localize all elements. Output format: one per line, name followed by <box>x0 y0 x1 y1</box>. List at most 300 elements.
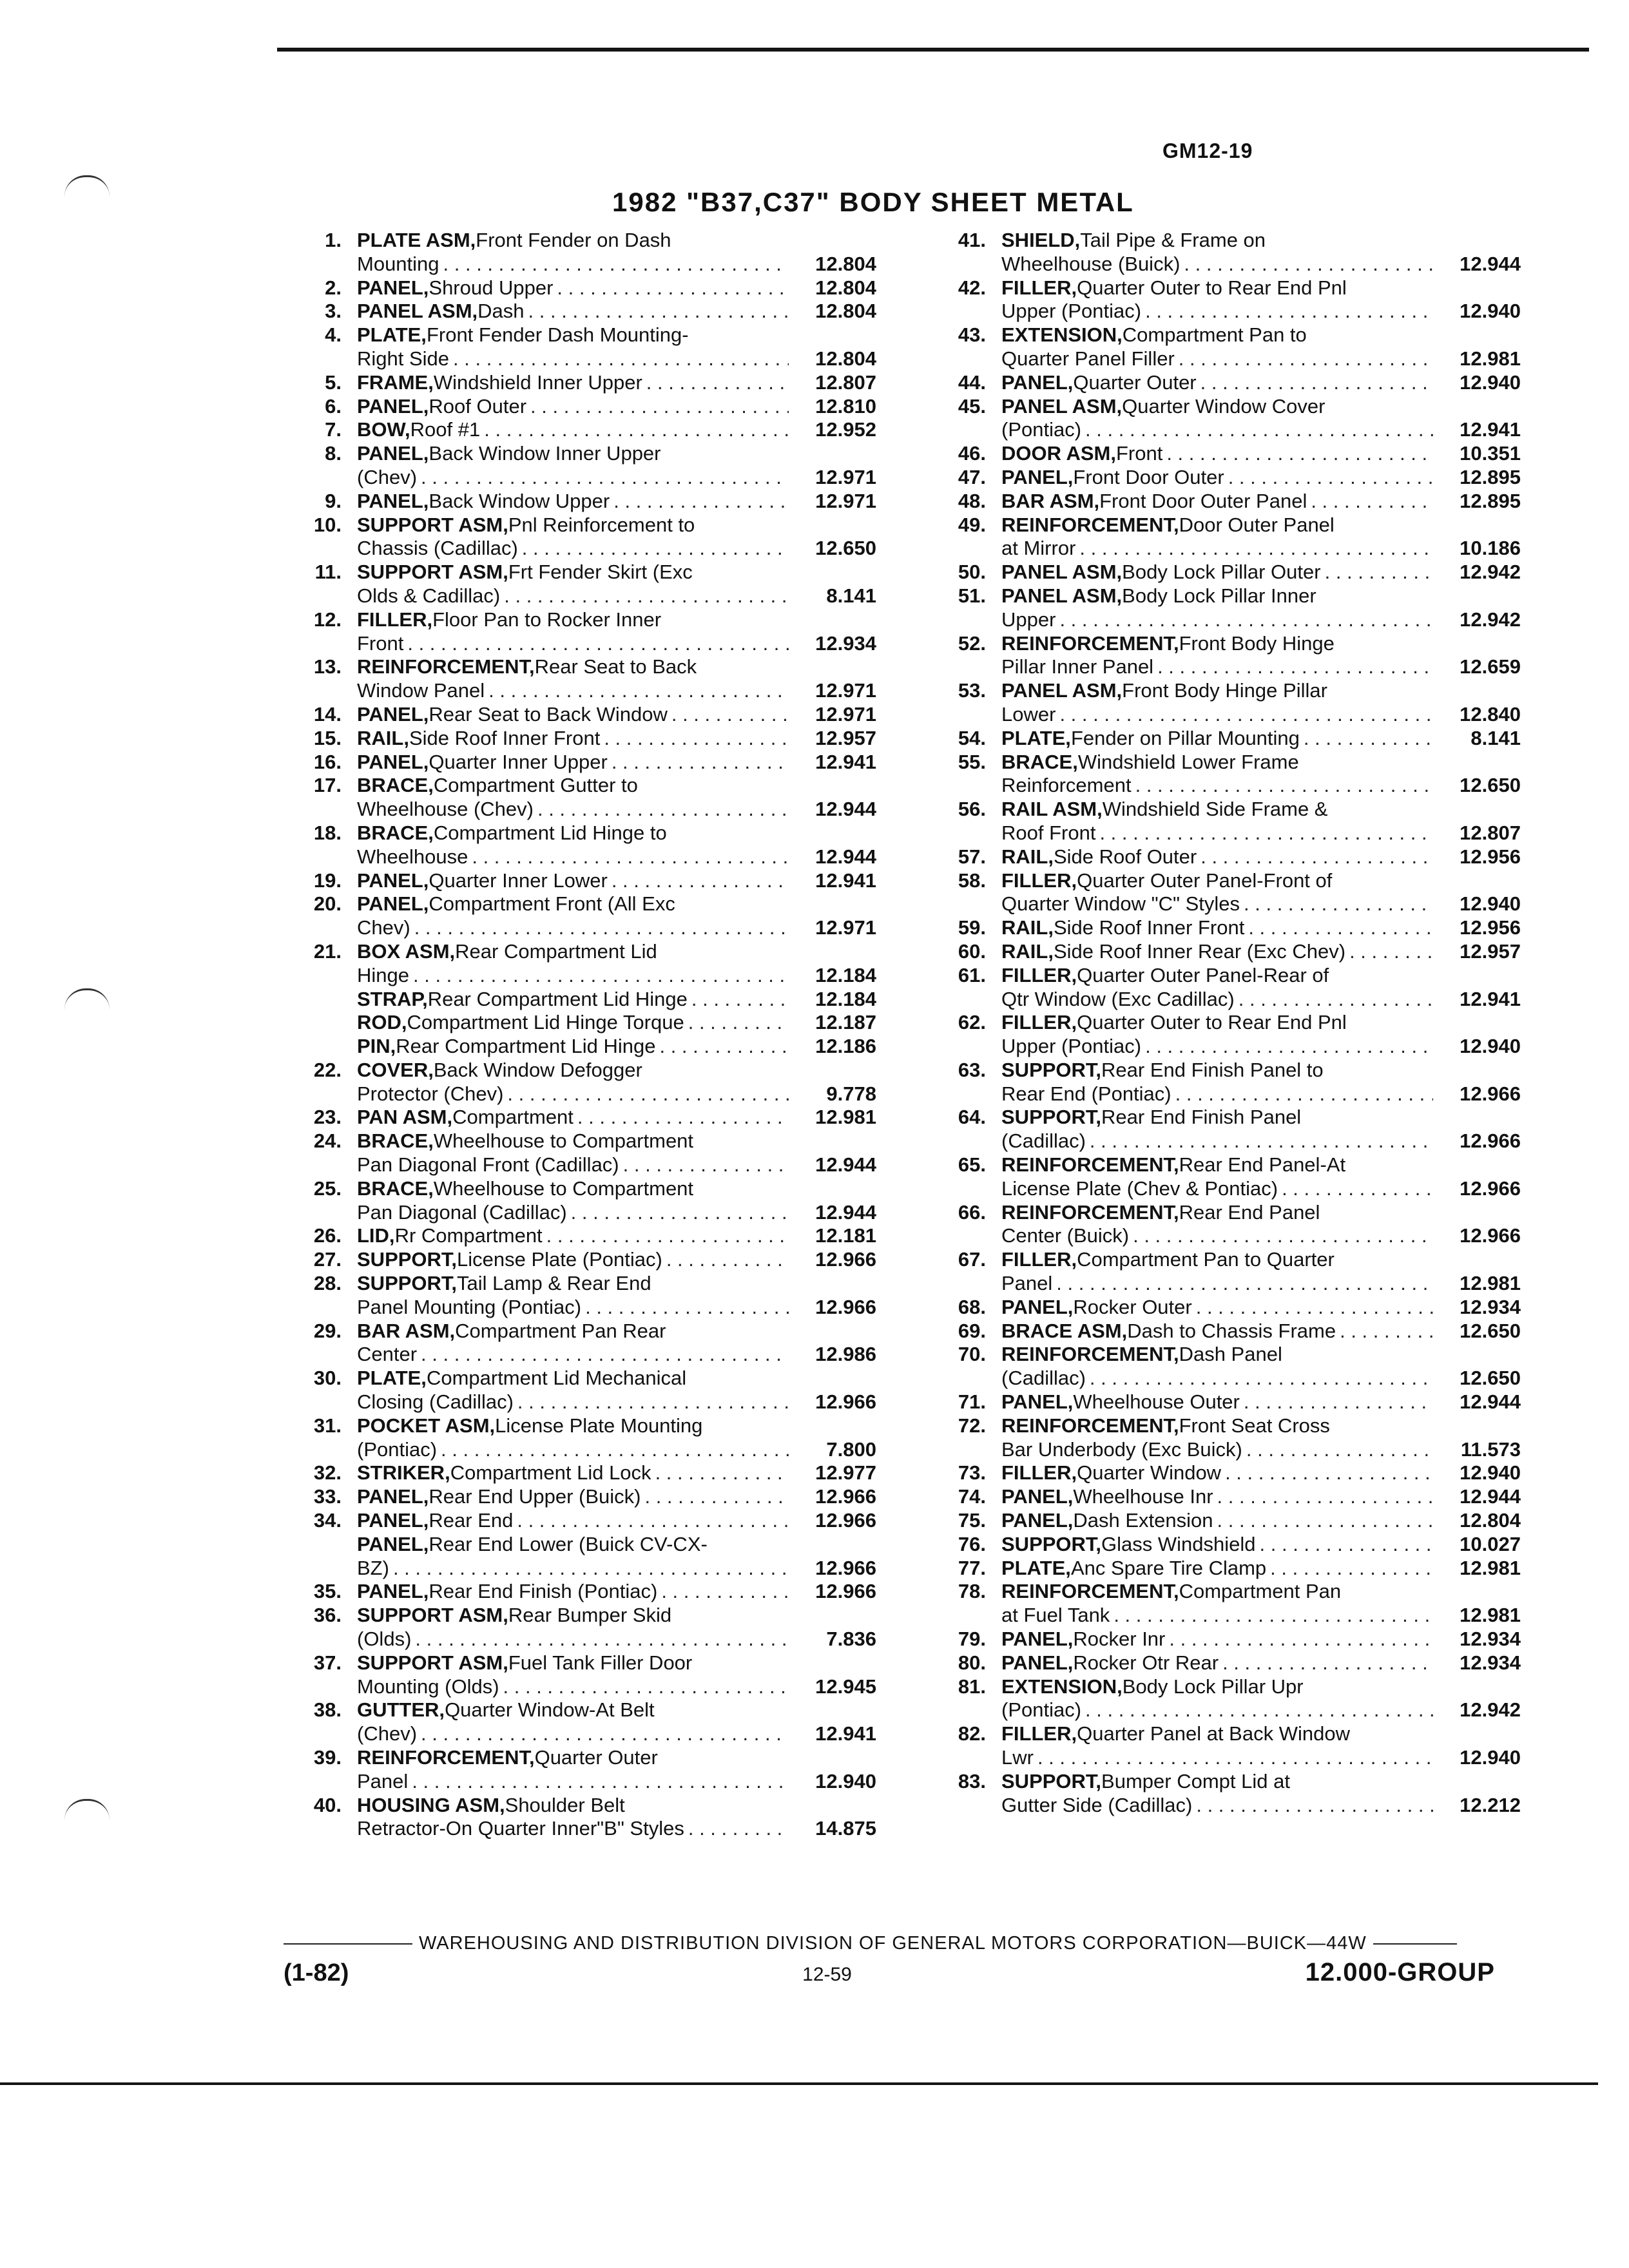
description-line <box>1001 1082 1521 1106</box>
part-entry <box>284 822 876 869</box>
group-number: 10.186 <box>1460 537 1521 560</box>
dot-leader <box>528 300 789 323</box>
part-description <box>357 442 876 490</box>
part-name: REINFORCEMENT, <box>357 655 535 678</box>
part-detail: Quarter Outer Panel-Front of <box>1077 869 1333 892</box>
part-detail: Protector (Chev) <box>357 1082 504 1105</box>
part-name: PANEL, <box>357 869 429 892</box>
dot-leader <box>546 1224 789 1248</box>
part-detail: Front Seat Cross <box>1179 1414 1330 1437</box>
part-name: SUPPORT ASM, <box>357 561 508 584</box>
part-detail: Quarter Panel at Back Window <box>1077 1722 1350 1745</box>
part-number: 17. <box>313 774 342 797</box>
part-number: 13. <box>313 655 342 678</box>
group-number: 12.807 <box>1460 821 1521 844</box>
part-entry <box>284 1248 876 1272</box>
dot-leader <box>415 1628 789 1651</box>
part-name: FILLER, <box>357 608 433 631</box>
description-line <box>357 1485 876 1509</box>
part-name: PAN ASM, <box>357 1106 453 1129</box>
part-number: 41. <box>958 229 986 251</box>
description-line <box>357 1201 876 1225</box>
description-line <box>357 1177 876 1201</box>
part-number: 49. <box>958 513 986 536</box>
part-detail: Compartment Lid Hinge Torque <box>407 1011 684 1034</box>
description-line <box>1001 1675 1521 1699</box>
part-name: REINFORCEMENT, <box>1001 1153 1179 1177</box>
group-number: 12.804 <box>815 252 876 275</box>
group-number: 10.351 <box>1460 442 1521 465</box>
part-number: 66. <box>958 1200 986 1224</box>
part-description <box>1001 1296 1521 1320</box>
description-line <box>357 1367 876 1390</box>
part-name: PIN, <box>357 1035 396 1058</box>
part-entry <box>284 1414 876 1462</box>
part-entry <box>284 1533 876 1581</box>
description-line <box>357 1224 876 1248</box>
group-number: 12.940 <box>1460 892 1521 916</box>
part-entry <box>284 1177 876 1225</box>
part-number: 21. <box>313 939 342 963</box>
description-line <box>357 1390 876 1414</box>
part-number: 75. <box>958 1509 986 1532</box>
part-entry <box>928 632 1521 680</box>
part-name: PANEL, <box>357 1509 429 1532</box>
dot-leader <box>412 1770 789 1794</box>
description-line <box>1001 1059 1521 1082</box>
description-line <box>1001 1367 1521 1390</box>
part-detail: Dash to Chassis Frame <box>1127 1319 1336 1342</box>
part-name: REINFORCEMENT, <box>1001 631 1179 655</box>
description-line <box>357 1343 876 1367</box>
dot-leader <box>1246 1438 1433 1462</box>
part-number: 45. <box>958 394 986 418</box>
part-entry <box>284 751 876 774</box>
part-number: 79. <box>958 1628 986 1651</box>
part-description <box>1001 1106 1521 1153</box>
part-number: 73. <box>958 1461 986 1485</box>
part-description <box>1001 1011 1521 1059</box>
group-number: 12.971 <box>815 916 876 939</box>
part-number: 28. <box>313 1272 342 1295</box>
part-detail: Front Door Outer <box>1073 465 1224 488</box>
part-entry <box>284 1485 876 1509</box>
part-detail: Mounting (Olds) <box>357 1675 499 1698</box>
part-detail: Rear End Upper (Buick) <box>429 1485 641 1508</box>
group-number: 12.184 <box>815 987 876 1010</box>
description-line <box>357 1675 876 1699</box>
dot-leader <box>1260 1533 1433 1557</box>
description-line <box>357 1794 876 1818</box>
part-number: 48. <box>958 489 986 512</box>
part-number: 22. <box>313 1058 342 1081</box>
part-name: RAIL, <box>1001 845 1054 868</box>
part-name: POCKET ASM, <box>357 1414 496 1437</box>
dot-leader <box>688 1011 789 1035</box>
part-description <box>1001 727 1521 751</box>
part-description <box>1001 1722 1521 1770</box>
part-number: 14. <box>313 702 342 726</box>
dot-leader <box>1217 1485 1433 1509</box>
description-line <box>357 1698 876 1722</box>
part-name: SUPPORT, <box>1001 1106 1102 1129</box>
description-line <box>357 1557 876 1581</box>
part-entry <box>928 276 1521 324</box>
group-number: 12.840 <box>1460 702 1521 726</box>
dot-leader <box>1239 988 1433 1012</box>
part-description <box>1001 466 1521 490</box>
part-detail: Quarter Outer to Rear End Pnl <box>1077 1011 1347 1034</box>
part-name: PANEL, <box>1001 1485 1074 1508</box>
group-number: 12.942 <box>1460 608 1521 631</box>
dot-leader <box>1304 727 1433 751</box>
part-description <box>1001 514 1521 561</box>
dot-leader <box>604 727 789 751</box>
part-detail: Compartment Lid Hinge to <box>433 821 667 844</box>
dot-leader <box>1228 466 1433 490</box>
description-line <box>1001 1485 1521 1509</box>
group-number: 12.934 <box>815 631 876 655</box>
part-detail: Wheelhouse <box>357 845 468 868</box>
description-line <box>357 490 876 514</box>
part-name: PANEL, <box>357 276 429 299</box>
part-number: 5. <box>325 370 342 394</box>
description-line <box>357 395 876 419</box>
part-number: 34. <box>313 1509 342 1532</box>
part-detail: Quarter Window-At Belt <box>445 1698 655 1722</box>
description-line <box>357 229 876 253</box>
description-line <box>1001 584 1521 608</box>
description-line <box>1001 1296 1521 1320</box>
part-number: 52. <box>958 631 986 655</box>
description-line <box>357 1628 876 1651</box>
description-line <box>1001 1770 1521 1794</box>
group-number: 12.650 <box>1460 1367 1521 1390</box>
description-line <box>357 608 876 632</box>
part-number: 38. <box>313 1698 342 1722</box>
description-line <box>1001 1580 1521 1604</box>
group-number: 14.875 <box>815 1817 876 1840</box>
part-description <box>1001 276 1521 324</box>
part-detail: Rear Compartment Lid <box>455 939 657 963</box>
part-detail: Rear End Finish Panel <box>1101 1106 1302 1129</box>
part-name: SUPPORT, <box>1001 1058 1102 1081</box>
part-name: SUPPORT, <box>357 1248 458 1271</box>
part-entry <box>928 1106 1521 1153</box>
group-number: 12.942 <box>1460 561 1521 584</box>
group-number: 12.981 <box>1460 1556 1521 1579</box>
group-number: 12.952 <box>815 418 876 441</box>
dot-leader <box>1325 561 1433 584</box>
part-name: LID, <box>357 1224 395 1247</box>
part-entry <box>928 1248 1521 1296</box>
part-entry <box>928 1320 1521 1343</box>
group-number: 12.181 <box>815 1224 876 1247</box>
part-description <box>357 1059 876 1106</box>
dot-leader <box>613 490 789 514</box>
description-line <box>1001 655 1521 679</box>
group-number: 12.957 <box>815 726 876 749</box>
part-entry <box>928 1059 1521 1106</box>
part-description <box>357 1509 876 1533</box>
dot-leader <box>1282 1177 1433 1201</box>
footer-dash <box>284 1943 412 1945</box>
part-description <box>1001 323 1521 371</box>
part-description <box>1001 229 1521 276</box>
dot-leader <box>1200 371 1433 395</box>
part-description <box>1001 1485 1521 1509</box>
description-line <box>357 442 876 466</box>
description-line <box>357 1320 876 1343</box>
part-number: 59. <box>958 916 986 939</box>
group-number: 12.941 <box>1460 418 1521 441</box>
part-number: 70. <box>958 1343 986 1366</box>
part-number: 50. <box>958 561 986 584</box>
group-number: 10.027 <box>1460 1532 1521 1555</box>
part-name: BAR ASM, <box>357 1319 456 1342</box>
part-name: SUPPORT, <box>1001 1769 1102 1792</box>
part-description <box>357 514 876 561</box>
description-line <box>1001 1177 1521 1201</box>
part-description <box>1001 1248 1521 1296</box>
dot-leader <box>1217 1509 1433 1533</box>
part-detail: Tail Pipe & Frame on <box>1080 229 1266 251</box>
part-entry <box>284 1035 876 1059</box>
part-number: 6. <box>325 394 342 418</box>
dot-leader <box>577 1106 789 1129</box>
part-number: 78. <box>958 1580 986 1603</box>
part-detail: Dash Extension <box>1073 1509 1213 1532</box>
part-detail: Shroud Upper <box>429 276 554 299</box>
part-entry <box>284 1794 876 1841</box>
group-number: 12.187 <box>815 1011 876 1034</box>
description-line <box>357 1059 876 1082</box>
part-entry <box>284 1651 876 1699</box>
part-entry <box>928 490 1521 514</box>
part-detail: Compartment Lid Mechanical <box>426 1367 687 1390</box>
part-name: PANEL, <box>1001 1651 1074 1674</box>
part-name: BOW, <box>357 418 410 441</box>
part-detail: Wheelhouse Inr <box>1073 1485 1213 1508</box>
part-description <box>1001 1343 1521 1390</box>
description-line <box>357 727 876 751</box>
part-name: COVER, <box>357 1058 434 1081</box>
part-entry <box>928 1557 1521 1581</box>
description-line <box>1001 988 1521 1012</box>
part-description <box>357 892 876 940</box>
part-entry <box>928 751 1521 798</box>
group-number: 9.778 <box>826 1082 876 1105</box>
part-detail: Compartment Front (All Exc <box>429 892 675 916</box>
description-line <box>1001 1106 1521 1129</box>
group-number: 12.977 <box>815 1461 876 1485</box>
part-entry <box>284 1367 876 1414</box>
description-line <box>1001 916 1521 940</box>
part-detail: Wheelhouse (Buick) <box>1001 252 1181 275</box>
part-name: EXTENSION, <box>1001 1675 1123 1698</box>
part-number: 15. <box>313 726 342 749</box>
dot-leader <box>421 1722 789 1746</box>
part-description <box>357 1651 876 1699</box>
part-name: FILLER, <box>1001 963 1077 986</box>
dot-leader <box>1145 300 1433 323</box>
part-entry <box>284 1604 876 1651</box>
part-description <box>357 276 876 300</box>
description-line <box>1001 1557 1521 1581</box>
dot-leader <box>472 845 789 869</box>
dot-leader <box>557 276 789 300</box>
part-detail: Windshield Inner Upper <box>433 370 642 394</box>
part-detail: Rr Compartment <box>394 1224 543 1247</box>
part-name: STRIKER, <box>357 1461 450 1485</box>
description-line <box>357 1248 876 1272</box>
group-number: 12.944 <box>815 1153 876 1177</box>
group-number: 12.966 <box>815 1556 876 1579</box>
part-description <box>1001 1580 1521 1628</box>
dot-leader <box>1145 1035 1433 1059</box>
part-name: PANEL, <box>1001 1628 1074 1651</box>
description-line <box>357 751 876 774</box>
part-entry <box>928 1533 1521 1557</box>
part-detail: Fender on Pillar Mounting <box>1070 726 1300 749</box>
parts-list-right <box>928 229 1521 1817</box>
part-name: REINFORCEMENT, <box>1001 513 1179 536</box>
part-detail: Window Panel <box>357 679 485 702</box>
group-number: 12.966 <box>1460 1129 1521 1153</box>
part-number: 56. <box>958 798 986 821</box>
group-number: 12.966 <box>815 1295 876 1318</box>
description-line <box>1001 1414 1521 1438</box>
group-number: 12.895 <box>1460 465 1521 488</box>
group-number: 12.934 <box>1460 1295 1521 1318</box>
group-number: 12.650 <box>815 537 876 560</box>
part-name: PANEL, <box>1001 370 1074 394</box>
part-detail: Upper (Pontiac) <box>1001 300 1142 323</box>
part-detail: Wheelhouse to Compartment <box>433 1129 694 1153</box>
part-detail: Quarter Window <box>1077 1461 1222 1485</box>
dot-leader <box>585 1296 789 1320</box>
description-line <box>357 514 876 537</box>
description-line <box>1001 537 1521 561</box>
description-line <box>1001 703 1521 727</box>
dot-leader <box>1059 608 1433 632</box>
group-number: 12.966 <box>815 1509 876 1532</box>
part-description <box>1001 916 1521 940</box>
part-description <box>357 1746 876 1794</box>
part-name: SUPPORT ASM, <box>357 513 508 536</box>
part-detail: Rear End Panel-At <box>1179 1153 1346 1177</box>
part-number: 25. <box>313 1177 342 1200</box>
part-description <box>357 727 876 751</box>
dot-leader <box>488 679 789 703</box>
description-line <box>357 1770 876 1794</box>
group-number: 12.940 <box>1460 1461 1521 1485</box>
part-description <box>1001 1770 1521 1818</box>
part-detail: (Pontiac) <box>1001 418 1082 441</box>
description-line <box>1001 514 1521 537</box>
part-detail: Panel <box>357 1769 409 1792</box>
part-detail: (Cadillac) <box>1001 1367 1086 1390</box>
part-detail: Rear End <box>429 1509 514 1532</box>
part-detail: Pillar Inner Panel <box>1001 655 1154 678</box>
part-description <box>357 229 876 276</box>
part-number: 3. <box>325 300 342 323</box>
part-detail: Lower <box>1001 702 1056 726</box>
description-line <box>1001 490 1521 514</box>
part-description <box>357 371 876 395</box>
dot-leader <box>1311 490 1433 514</box>
description-line <box>357 1461 876 1485</box>
group-number: 12.810 <box>815 394 876 418</box>
description-line <box>357 1533 876 1557</box>
part-number: 2. <box>325 276 342 299</box>
part-entry <box>928 1296 1521 1320</box>
description-line <box>357 1509 876 1533</box>
part-number: 47. <box>958 465 986 488</box>
part-entry <box>284 1461 876 1485</box>
dot-leader <box>1200 845 1433 869</box>
description-line <box>357 1272 876 1296</box>
group-number: 12.966 <box>1460 1082 1521 1105</box>
part-detail: Compartment Lid Lock <box>450 1461 651 1485</box>
hole-punch-mark <box>64 175 110 197</box>
group-number: 12.940 <box>1460 1035 1521 1058</box>
part-number: 36. <box>313 1604 342 1627</box>
part-name: REINFORCEMENT, <box>1001 1580 1179 1603</box>
group-number: 12.956 <box>1460 845 1521 868</box>
part-detail: Pnl Reinforcement to <box>508 513 695 536</box>
part-description <box>357 490 876 514</box>
part-number: 24. <box>313 1129 342 1153</box>
description-line <box>357 1296 876 1320</box>
part-name: PANEL, <box>1001 465 1074 488</box>
description-line <box>1001 822 1521 845</box>
part-detail: Windshield Lower Frame <box>1077 750 1299 773</box>
top-rule <box>277 48 1589 52</box>
part-entry <box>284 300 876 323</box>
part-entry <box>284 727 876 751</box>
part-detail: Side Roof Inner Front <box>1053 916 1245 939</box>
part-detail: Olds & Cadillac) <box>357 584 501 607</box>
description-line <box>1001 1035 1521 1059</box>
group-number: 12.942 <box>1460 1698 1521 1722</box>
dot-leader <box>443 253 789 276</box>
part-name: PANEL, <box>1001 1295 1074 1318</box>
part-name: FILLER, <box>1001 1722 1077 1745</box>
part-number: 30. <box>313 1367 342 1390</box>
part-description <box>357 1604 876 1651</box>
part-description <box>357 1580 876 1604</box>
footer-group: 12.000-GROUP <box>1305 1958 1495 1986</box>
dot-leader <box>517 1390 789 1414</box>
description-line <box>1001 1272 1521 1296</box>
part-detail: Back Window Upper <box>429 489 610 512</box>
part-description <box>357 1272 876 1320</box>
group-number: 12.650 <box>1460 1319 1521 1342</box>
dot-leader <box>1340 1320 1433 1343</box>
part-detail: Gutter Side (Cadillac) <box>1001 1793 1193 1816</box>
description-line <box>1001 1320 1521 1343</box>
part-detail: (Pontiac) <box>357 1437 438 1461</box>
part-entry <box>928 1201 1521 1249</box>
part-entry <box>284 1746 876 1794</box>
part-detail: at Fuel Tank <box>1001 1604 1110 1627</box>
part-entry <box>928 466 1521 490</box>
part-name: FRAME, <box>357 370 434 394</box>
part-number: 55. <box>958 750 986 773</box>
part-name: FILLER, <box>1001 276 1077 299</box>
dot-leader <box>688 1817 789 1841</box>
